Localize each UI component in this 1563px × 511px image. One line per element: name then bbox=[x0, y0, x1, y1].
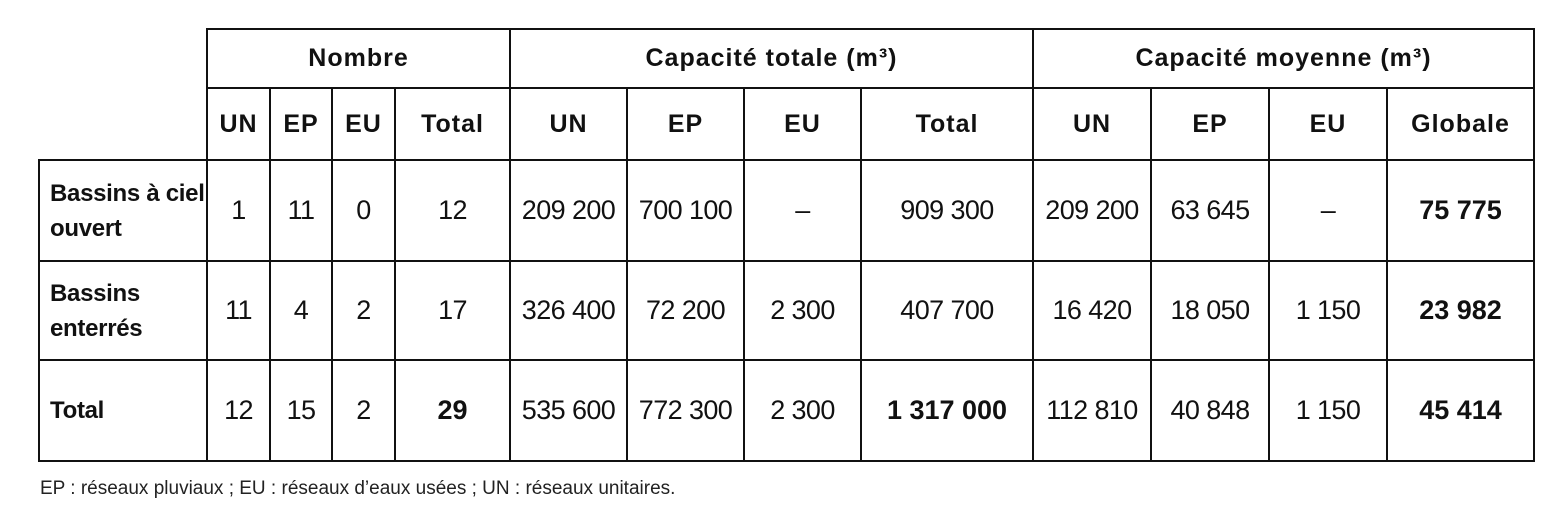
table-cell: 700 100 bbox=[627, 160, 744, 261]
table-cell: 16 420 bbox=[1033, 261, 1151, 360]
column-header: Total bbox=[395, 88, 510, 160]
column-header: EP bbox=[270, 88, 332, 160]
table-row-total bbox=[39, 360, 1534, 461]
table-cell-globale: 75 775 bbox=[1387, 160, 1534, 261]
table-cell: 772 300 bbox=[627, 360, 744, 461]
column-header: UN bbox=[1033, 88, 1151, 160]
table-cell: 407 700 bbox=[861, 261, 1033, 360]
table-cell: 63 645 bbox=[1151, 160, 1269, 261]
column-header: EU bbox=[744, 88, 861, 160]
table-cell: 326 400 bbox=[510, 261, 627, 360]
table-cell: 12 bbox=[395, 160, 510, 261]
table-cell: 209 200 bbox=[1033, 160, 1151, 261]
table-cell: 1 150 bbox=[1269, 261, 1387, 360]
table-cell: 18 050 bbox=[1151, 261, 1269, 360]
table-cell: 2 300 bbox=[744, 360, 861, 461]
table-cell: 12 bbox=[207, 360, 270, 461]
group-header-capacite-totale: Capacité totale (m³) bbox=[510, 29, 1033, 88]
column-header: EU bbox=[332, 88, 395, 160]
table-cell: 40 848 bbox=[1151, 360, 1269, 461]
table-cell: 72 200 bbox=[627, 261, 744, 360]
group-header-capacite-moyenne: Capacité moyenne (m³) bbox=[1033, 29, 1534, 88]
column-header: EU bbox=[1269, 88, 1387, 160]
table-cell-total: 29 bbox=[395, 360, 510, 461]
group-header-nombre: Nombre bbox=[207, 29, 510, 88]
table-cell: 0 bbox=[332, 160, 395, 261]
table-cell: 11 bbox=[207, 261, 270, 360]
table-cell: 1 150 bbox=[1269, 360, 1387, 461]
column-header: EP bbox=[627, 88, 744, 160]
row-label: Bassins enterrés bbox=[39, 261, 207, 360]
row-label: Bassins à ciel ouvert bbox=[39, 160, 207, 261]
table-cell: – bbox=[744, 160, 861, 261]
footnote: EP : réseaux pluviaux ; EU : réseaux d’eaux usées ; UN : réseaux unitaires. bbox=[40, 478, 676, 499]
column-header: UN bbox=[510, 88, 627, 160]
table-cell-globale: 45 414 bbox=[1387, 360, 1534, 461]
table-cell: 2 bbox=[332, 261, 395, 360]
row-label: Total bbox=[39, 360, 207, 461]
table-cell: 1 bbox=[207, 160, 270, 261]
group-header-row bbox=[39, 29, 1534, 88]
corner-cell bbox=[39, 29, 207, 160]
table-cell-total: 1 317 000 bbox=[861, 360, 1033, 461]
table-cell: – bbox=[1269, 160, 1387, 261]
table-cell: 17 bbox=[395, 261, 510, 360]
column-header: Globale bbox=[1387, 88, 1534, 160]
table-cell: 535 600 bbox=[510, 360, 627, 461]
table-cell: 4 bbox=[270, 261, 332, 360]
table-cell: 112 810 bbox=[1033, 360, 1151, 461]
table-cell: 11 bbox=[270, 160, 332, 261]
subheader-row bbox=[39, 88, 1534, 160]
column-header: UN bbox=[207, 88, 270, 160]
table-cell: 209 200 bbox=[510, 160, 627, 261]
column-header: EP bbox=[1151, 88, 1269, 160]
column-header: Total bbox=[861, 88, 1033, 160]
table-cell: 2 300 bbox=[744, 261, 861, 360]
table-cell: 909 300 bbox=[861, 160, 1033, 261]
table-cell-globale: 23 982 bbox=[1387, 261, 1534, 360]
capacity-table bbox=[38, 28, 1535, 462]
table-row bbox=[39, 160, 1534, 261]
table-cell: 2 bbox=[332, 360, 395, 461]
table-cell: 15 bbox=[270, 360, 332, 461]
table-row bbox=[39, 261, 1534, 360]
